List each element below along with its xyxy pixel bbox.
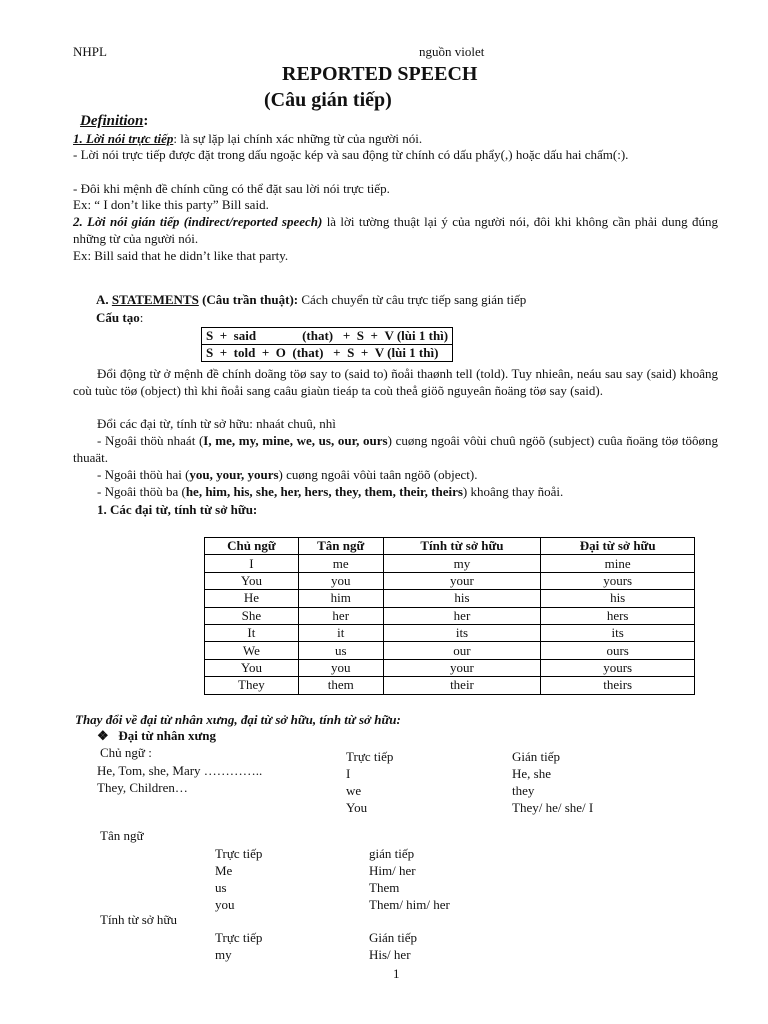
definition-p2: 2. Lời nói gián tiếp (indirect/reported speech) là lời tường thuật lại ý của người nói, đôi khi không cần phải dung đúng những từ của người nói. xyxy=(73,214,718,246)
column-header: Tính từ sở hữu xyxy=(383,538,541,555)
table-cell: yours xyxy=(541,572,695,589)
definition-heading-line: Definition: xyxy=(80,113,149,129)
section-a-third-person: - Ngoâi thöù ba (he, him, his, she, her, hers, they, them, their, theirs) khoâng thay ñoåi. xyxy=(97,484,564,499)
section-a-heading: A. STATEMENTS (Câu trần thuật): Cách chuyển từ câu trực tiếp sang gián tiếp xyxy=(96,292,527,307)
table-cell: I xyxy=(205,555,299,572)
changes-heading: Thay đổi về đại từ nhân xưng, đại từ sở hữu, tính từ sở hữu: xyxy=(75,712,401,727)
subject-label: Chủ ngữ : xyxy=(100,745,152,760)
column-header: Đại từ sở hữu xyxy=(541,538,695,555)
object-indirect-column xyxy=(369,845,450,913)
definition-p1-example: Ex: “ I don’t like this party” Bill said. xyxy=(73,197,269,212)
possessive-label: Tính từ sở hữu xyxy=(100,912,177,927)
formula-row xyxy=(202,345,453,362)
list-item: we xyxy=(346,783,362,798)
list-item: Him/ her xyxy=(369,863,416,878)
table-cell: his xyxy=(383,590,541,607)
subject-direct-column xyxy=(346,748,393,816)
table-row xyxy=(205,572,695,589)
table-cell: his xyxy=(541,590,695,607)
list-item: They/ he/ she/ I xyxy=(512,800,594,815)
subject-left-column xyxy=(97,762,262,796)
list-item: I xyxy=(346,766,351,781)
list-item: Gián tiếp xyxy=(512,749,561,764)
table-row xyxy=(205,659,695,676)
structure-label: Cấu tạo: xyxy=(96,310,144,325)
table-cell: ours xyxy=(541,642,695,659)
object-direct-column xyxy=(215,845,262,913)
table-cell: theirs xyxy=(541,677,695,694)
column-header: Tân ngữ xyxy=(298,538,383,555)
table-row xyxy=(205,677,695,694)
definition-p2-example: Ex: Bill said that he didn’t like that party. xyxy=(73,248,289,263)
table-cell: your xyxy=(383,659,541,676)
table-cell: their xyxy=(383,677,541,694)
table-cell: him xyxy=(298,590,383,607)
list-item: my xyxy=(215,947,232,962)
list-item: they xyxy=(512,783,535,798)
page-number: 1 xyxy=(393,966,400,981)
header-right: nguồn violet xyxy=(419,44,485,59)
page-title: REPORTED SPEECH xyxy=(282,63,478,85)
personal-pronoun-bullet: ❖ Đại từ nhân xưng xyxy=(97,728,217,743)
definition-heading: Definition xyxy=(80,113,144,129)
table-cell: its xyxy=(383,624,541,641)
table-cell: me xyxy=(298,555,383,572)
table-cell: She xyxy=(205,607,299,624)
table-cell: it xyxy=(298,624,383,641)
list-item: He, Tom, she, Mary ………….. xyxy=(97,763,263,778)
list-item: Them/ him/ her xyxy=(369,897,450,912)
table-cell: We xyxy=(205,642,299,659)
object-label: Tân ngữ xyxy=(100,828,144,843)
table-cell: yours xyxy=(541,659,695,676)
list-item: You xyxy=(346,800,368,815)
table-cell: You xyxy=(205,659,299,676)
table-cell: You xyxy=(205,572,299,589)
list-item: gián tiếp xyxy=(369,846,415,861)
table-cell: hers xyxy=(541,607,695,624)
possessive-direct-column xyxy=(215,929,262,963)
table-cell: us xyxy=(298,642,383,659)
table-cell: He xyxy=(205,590,299,607)
table-cell: her xyxy=(383,607,541,624)
table-cell: my xyxy=(383,555,541,572)
pronoun-table xyxy=(204,537,695,695)
table-cell: They xyxy=(205,677,299,694)
table-cell: you xyxy=(298,572,383,589)
list-item: His/ her xyxy=(369,947,411,962)
formula-row-said: S + said (that) + S + V (lùi 1 thì) xyxy=(202,328,453,345)
table-row xyxy=(205,590,695,607)
list-item: Them xyxy=(369,880,400,895)
list-item: Trực tiếp xyxy=(346,749,394,764)
table-row xyxy=(205,555,695,572)
page-subtitle: (Câu gián tiếp) xyxy=(264,89,392,111)
table-row xyxy=(205,607,695,624)
subject-indirect-column xyxy=(512,748,593,816)
section-a-second-person: - Ngoâi thöù hai (you, your, yours) cuøng ngoâi vôùi taân ngöõ (object). xyxy=(97,467,478,482)
list-item: Trực tiếp xyxy=(215,930,263,945)
list-item: Trực tiếp xyxy=(215,846,263,861)
list-item: you xyxy=(215,897,235,912)
table-cell: her xyxy=(298,607,383,624)
definition-p1-bullet2: - Đôi khi mệnh đề chính cũng có thể đặt sau lời nói trực tiếp. xyxy=(73,181,390,196)
section-a-para2: Đổi các đại từ, tính từ sở hữu: nhaát chuû, nhì xyxy=(97,416,336,431)
pronouns-subheading: 1. Các đại từ, tính từ sở hữu: xyxy=(97,502,258,517)
section-a-para1: Đổi động từ ở mệnh đề chính doãng töø say to (said to) ñoåi thaønh tell (told). Tuy nhieân, neáu sau say (said) khoâng coù tuùc töø (object) thì khi ñoåi sang caâu giaùn tieáp ta coù theå giöõ nguyeân ñoäng töø say (said). xyxy=(73,366,718,398)
table-header-row xyxy=(205,538,695,555)
section-a-first-person: - Ngoâi thöù nhaát (I, me, my, mine, we, us, our, ours) cuøng ngoâi vôùi chuû ngöõ (subject) cuûa ñoäng töø töôøng thuaät. xyxy=(73,433,718,465)
table-row xyxy=(205,642,695,659)
list-item: Me xyxy=(215,863,233,878)
table-row xyxy=(205,624,695,641)
list-item: They, Children… xyxy=(97,780,188,795)
definition-p1: 1. Lời nói trực tiếp: là sự lặp lại chính xác những từ của người nói. xyxy=(73,131,423,146)
list-item: He, she xyxy=(512,766,551,781)
diamond-bullet-icon: ❖ xyxy=(97,728,109,743)
list-item: us xyxy=(215,880,227,895)
table-cell: you xyxy=(298,659,383,676)
table-cell: It xyxy=(205,624,299,641)
table-cell: them xyxy=(298,677,383,694)
table-cell: its xyxy=(541,624,695,641)
formula-row xyxy=(202,328,453,345)
table-cell: mine xyxy=(541,555,695,572)
formula-table xyxy=(201,327,453,362)
possessive-indirect-column xyxy=(369,929,417,963)
header-left: NHPL xyxy=(73,44,107,59)
table-cell: our xyxy=(383,642,541,659)
table-cell: your xyxy=(383,572,541,589)
formula-row-told: S + told + O (that) + S + V (lùi 1 thì) xyxy=(202,345,453,362)
definition-p1-bullet1: - Lời nói trực tiếp được đặt trong dấu ngoặc kép và sau động từ chính có dấu phẩy(,) hoặc dấu hai chấm(:). xyxy=(73,147,629,162)
column-header: Chủ ngữ xyxy=(205,538,299,555)
list-item: Gián tiếp xyxy=(369,930,418,945)
